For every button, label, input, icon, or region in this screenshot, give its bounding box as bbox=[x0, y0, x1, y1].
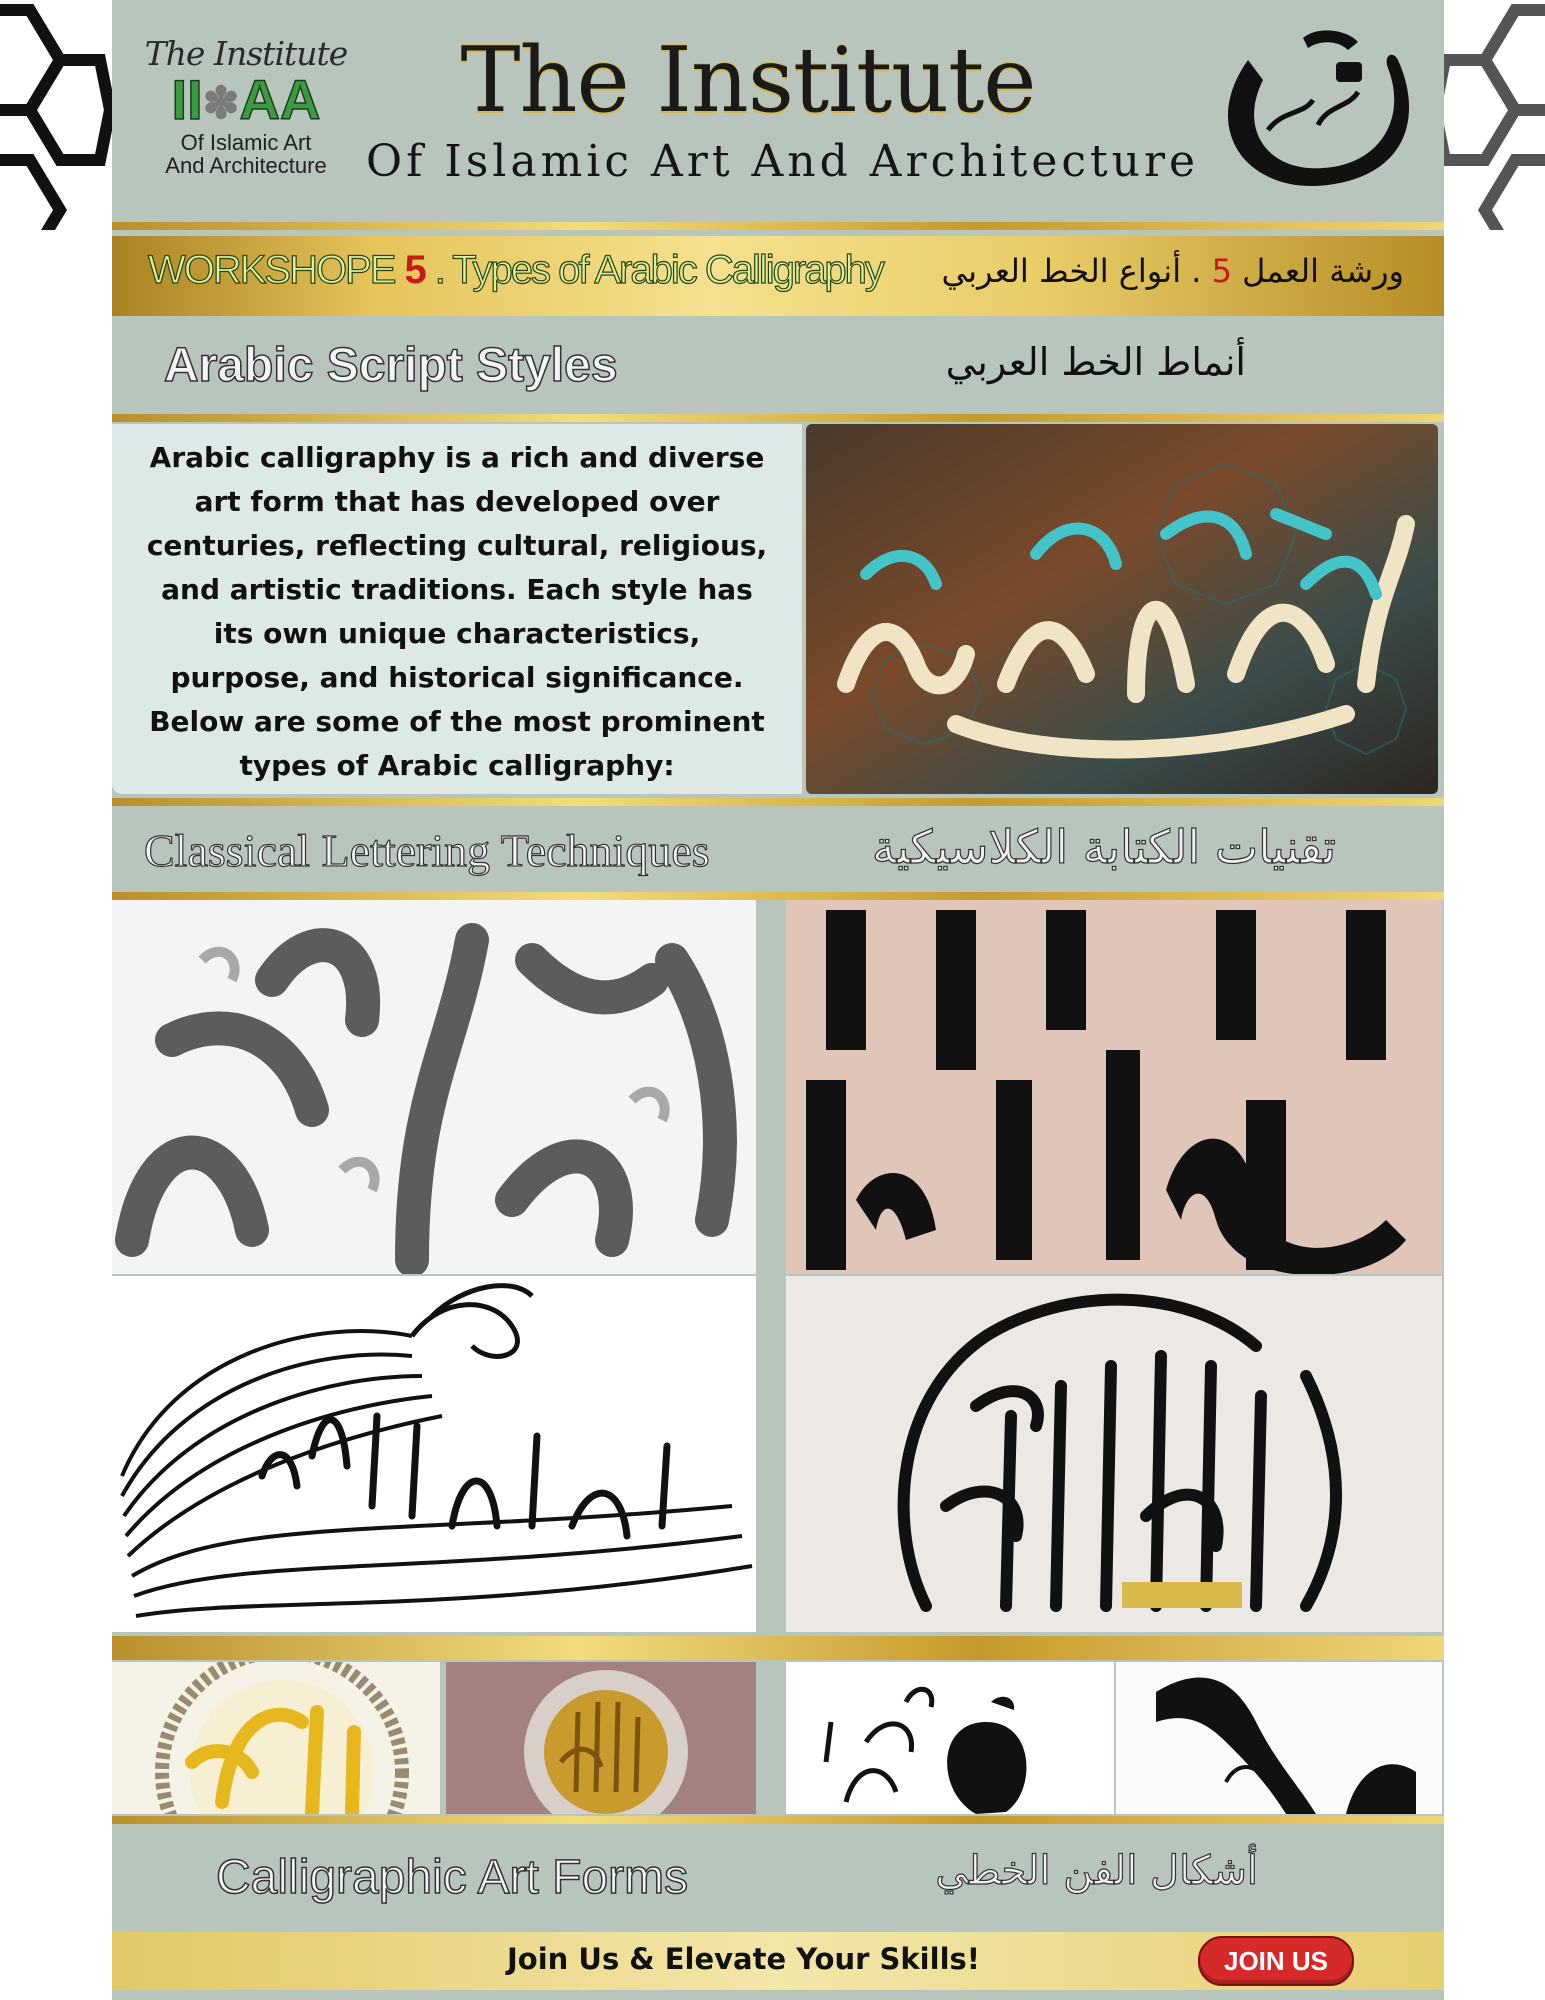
section-title-ar: أنماط الخط العربي bbox=[945, 340, 1246, 384]
workshop-banner bbox=[112, 236, 1444, 316]
section-header-script-styles bbox=[112, 318, 1444, 414]
section-title-en: Calligraphic Art Forms bbox=[216, 1851, 689, 1904]
gold-divider bbox=[112, 222, 1444, 230]
section-title-ar: أشكال الفن الخطي bbox=[935, 1848, 1258, 1894]
calligraphy-artwork-minimal-stroke bbox=[1116, 1662, 1442, 1814]
calligraphy-artwork-waw-letter bbox=[786, 1662, 1114, 1814]
gold-divider bbox=[112, 798, 1444, 806]
gold-divider bbox=[112, 414, 1444, 422]
workshop-suffix-ar: . أنواع الخط العربي bbox=[941, 252, 1202, 290]
calligraphy-artwork-plate bbox=[446, 1662, 756, 1814]
join-us-button[interactable]: JOIN US bbox=[1198, 1936, 1354, 1986]
section-header-lettering bbox=[112, 806, 1444, 892]
cta-text: Join Us & Elevate Your Skills! bbox=[507, 1942, 980, 1976]
workshop-title-ar bbox=[941, 252, 1404, 290]
logo-subtitle-line-1: Of Islamic Art bbox=[180, 130, 312, 156]
logo-letters-right: AA bbox=[239, 68, 321, 131]
logo-letters bbox=[136, 68, 356, 131]
logo-script-text: The Institute bbox=[144, 34, 348, 73]
logo-letters-left: II bbox=[171, 68, 203, 131]
page-title: The Institute bbox=[460, 28, 1036, 133]
gold-bar-accent bbox=[1122, 1582, 1242, 1608]
gold-divider bbox=[112, 1636, 1444, 1660]
calligraphy-artwork-black-on-stone bbox=[786, 900, 1442, 1274]
calligraphy-emblem-icon bbox=[1208, 20, 1428, 200]
workshop-prefix-ar: ورشة العمل bbox=[1242, 252, 1404, 290]
calligraphy-artwork-gold-circle bbox=[112, 1662, 440, 1814]
workshop-prefix-en: WORKSHOPE bbox=[148, 248, 395, 292]
page-subtitle: Of Islamic Art And Architecture bbox=[366, 136, 1200, 187]
geometric-star-ornament-left bbox=[0, 0, 112, 230]
geometric-star-ornament-right bbox=[1433, 0, 1545, 230]
intro-paragraph: Arabic calligraphy is a rich and diverse art form that has developed over centuries, reflecting cultural, religious, and artistic traditions. Each style has its own unique characteristics, purpose, and historical significance. Below are some of the most prominent types of Arabic calligraphy: bbox=[112, 424, 802, 794]
section-title-en: Classical Lettering Techniques bbox=[144, 825, 710, 876]
call-to-action-bar bbox=[112, 1932, 1444, 1990]
calligraphy-artwork-grey-letters bbox=[112, 900, 756, 1274]
workshop-title-en bbox=[148, 248, 883, 293]
workshop-number-en: 5 bbox=[404, 248, 425, 292]
section-title-en: Arabic Script Styles bbox=[164, 339, 618, 392]
logo-subtitle-line-2: And Architecture bbox=[165, 153, 327, 179]
gold-divider bbox=[112, 892, 1444, 900]
section-header-art-forms bbox=[112, 1824, 1444, 1928]
calligraphy-artwork-boat-shape bbox=[112, 1276, 756, 1632]
workshop-number-ar: 5 bbox=[1211, 252, 1232, 290]
institute-logo bbox=[136, 34, 356, 177]
flower-star-icon: ✽ bbox=[202, 79, 240, 129]
calligraphy-artwork-circular-shahada bbox=[786, 1276, 1442, 1632]
section-title-ar: تقنيات الكتابة الكلاسيكية bbox=[872, 820, 1336, 874]
workshop-suffix-en: . Types of Arabic Calligraphy bbox=[434, 248, 883, 292]
gold-divider bbox=[112, 1816, 1444, 1824]
header bbox=[112, 0, 1444, 222]
calligraphy-artwork-teal bbox=[806, 424, 1438, 794]
